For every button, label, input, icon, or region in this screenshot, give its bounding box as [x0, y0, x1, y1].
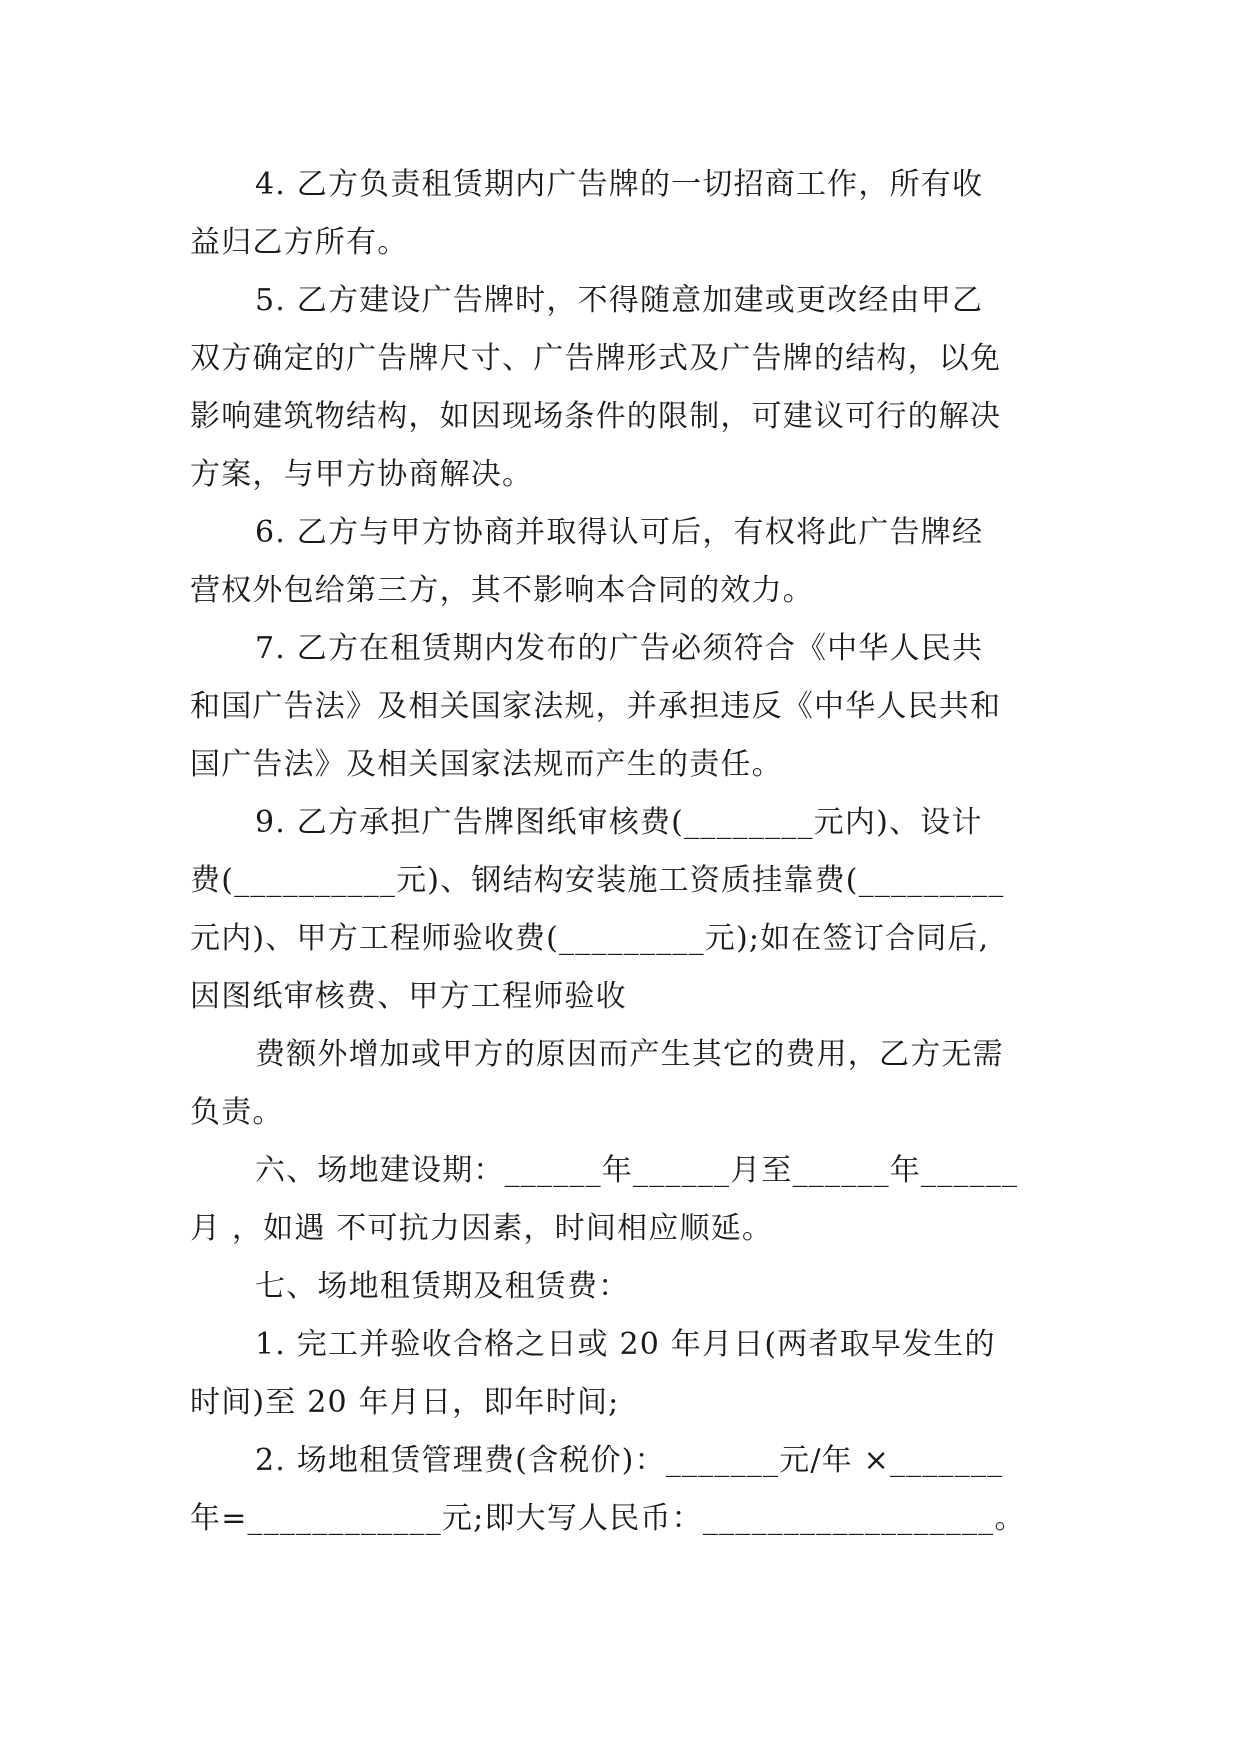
- clause-9-cont-line-2: 负责。: [190, 1095, 284, 1130]
- clause-7-line-3: 国广告法》及相关国家法规而产生的责任。: [190, 747, 783, 782]
- clause-5-line-1: 5. 乙方建设广告牌时，不得随意加建或更改经由甲乙: [255, 283, 984, 318]
- section-6-line-1: 六、场地建设期：______年______月至______年______: [255, 1153, 1019, 1188]
- clause-9-cont-line-1: 费额外增加或甲方的原因而产生其它的费用，乙方无需: [255, 1037, 1004, 1072]
- section-7-item-1-line-1: 1. 完工并验收合格之日或 20 年月日(两者取早发生的: [255, 1327, 996, 1362]
- clause-6-line-1: 6. 乙方与甲方协商并取得认可后，有权将此广告牌经: [255, 515, 984, 550]
- clause-9-line-1: 9. 乙方承担广告牌图纸审核费(________元内)、设计: [255, 805, 983, 840]
- clause-5-line-3: 影响建筑物结构，如因现场条件的限制，可建议可行的解决: [190, 399, 1002, 434]
- clause-9-line-3: 元内)、甲方工程师验收费(_________元);如在签订合同后,: [190, 921, 990, 956]
- section-7-item-2-line-1: 2. 场地租赁管理费(含税价)：_______元/年 ×_______: [255, 1443, 1004, 1478]
- clause-4-line-1: 4. 乙方负责租赁期内广告牌的一切招商工作，所有收: [255, 167, 984, 202]
- clause-9-line-2: 费(__________元)、钢结构安装施工资质挂靠费(_________: [190, 863, 1005, 898]
- clause-5-line-4: 方案，与甲方协商解决。: [190, 457, 534, 492]
- clause-7-line-1: 7. 乙方在租赁期内发布的广告必须符合《中华人民共: [255, 631, 984, 666]
- clause-7-line-2: 和国广告法》及相关国家法规，并承担违反《中华人民共和: [190, 689, 1002, 724]
- section-7-item-2-line-2: 年=____________元;即大写人民币：__________________。: [190, 1501, 1026, 1536]
- clause-4-line-2: 益归乙方所有。: [190, 225, 409, 260]
- clause-5-line-2: 双方确定的广告牌尺寸、广告牌形式及广告牌的结构，以免: [190, 341, 1002, 376]
- section-7-item-1-line-2: 时间)至 20 年月日，即年时间;: [190, 1385, 620, 1420]
- section-6-line-2: 月 ，如遇 不可抗力因素，时间相应顺延。: [190, 1211, 774, 1246]
- section-7-heading: 七、场地租赁期及租赁费：: [255, 1269, 630, 1304]
- clause-6-line-2: 营权外包给第三方，其不影响本合同的效力。: [190, 573, 814, 608]
- clause-9-line-4: 因图纸审核费、甲方工程师验收: [190, 979, 627, 1014]
